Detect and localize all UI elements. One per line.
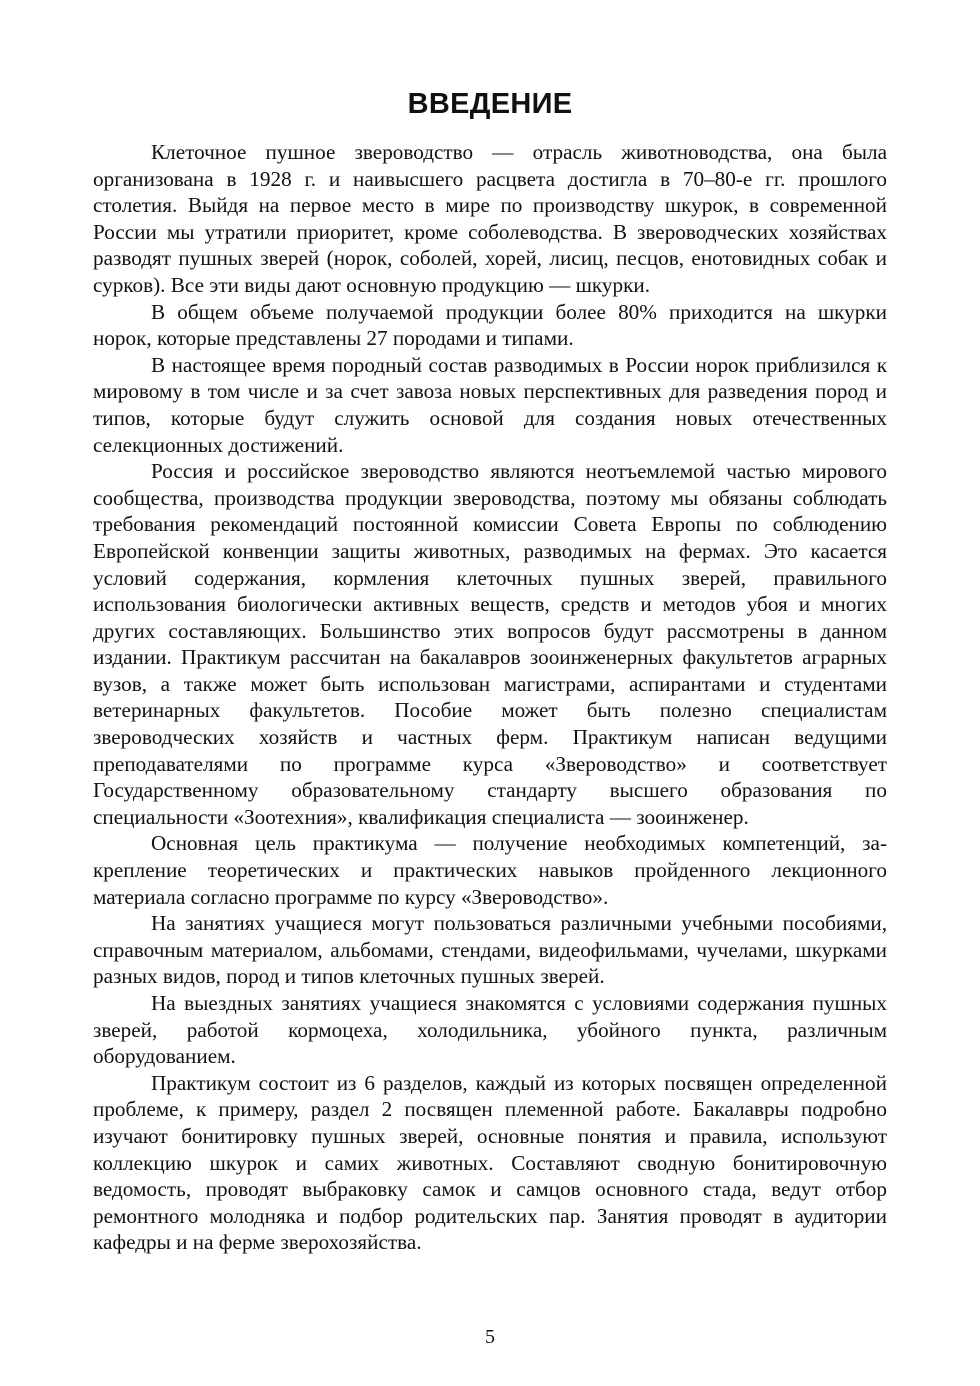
paragraph-6: На занятиях учащиеся могут пользоваться различными учебными пособиями, справочным материалом, альбомами, стендами, видеофильмами, чучелами, шкурками разных видов, пород и типов клеточных пушных зверей. xyxy=(93,911,887,989)
paragraph-3: В настоящее время породный состав разводимых в России норок приблизился к мировому в том числе и за счет завоза новых перспективных для разведения пород и типов, которые будут служить основой для создания новых отечественных селекционных достижений. xyxy=(93,352,887,457)
paragraph-7: На выездных занятиях учащиеся знакомятся с условиями содержания пушных зверей, работой кормоцеха, холодильника, убойного пункта, различным оборудованием. xyxy=(93,991,887,1069)
paragraph-8: Практикум состоит из 6 разделов, каждый из которых посвящен определенной проблеме, к примеру, раздел 2 посвящен племенной работе. Бакалавры подробно изучают бонитировку пушных зверей, основные понятия и правила, используют коллекцию шкурок и самих животных. Составляют сводную бонитировочную ведомость, проводят выбраковку самок и самцов основного стада, ведут отбор ремонтного молодняка и подбор родительских пар. Занятия проводят в аудитории кафедры и на ферме зверохозяйства. xyxy=(93,1070,887,1255)
paragraph-4: Россия и российское звероводство являются неотъемлемой частью мирового сообщества, производства продукции звероводства, поэтому мы обязаны соблюдать требования рекомендаций постоянной комиссии Совета Европы по соблюдению Европейской конвенции защиты животных, разводимых на фермах. Это касается условий содержания, кормления клеточных пушных зверей, правильного использования биологически активных веществ, средств и методов убоя и многих других составляющих. Большинство этих вопросов будут рассмотрены в данном издании. Практикум рассчитан на бакалавров зооинженерных факультетов аграрных вузов, а также может быть использован магистрами, аспирантами и студентами ветеринарных факультетов. Пособие может быть полезно специалистам звероводческих хозяйств и частных ферм. Практикум написан ведущими преподавателями по программе курса «Звероводство» и соответствует Государственному образовательному стандарту высшего образования по специальности «Зоотехния», квалификация специалиста — зооинженер. xyxy=(93,459,887,829)
paragraph-1: Клеточное пушное звероводство — отрасль животноводства, она была организована в 1928 г. и наивысшего расцвета достигла в 70–80-е гг. прошлого столетия. Выйдя на первое место в мире по производству шкурок, в современной России мы утратили приоритет, кроме соболеводства. В звероводческих хозяйствах разводят пушных зверей (норок, соболей, хорей, лисиц, песцов, енотовидных собак и сурков). Все эти виды дают основную продукцию — шкурки. xyxy=(93,140,887,297)
paragraph-2: В общем объеме получаемой продукции более 80% приходится на шкурки норок, которые представлены 27 породами и типами. xyxy=(93,299,887,351)
page-body xyxy=(93,88,887,1256)
paragraph-5: Основная цель практикума — получение необходимых компетенций, закрепление теоретических и практических навыков пройденного лекционного материала согласно программе по курсу «Звероводство». xyxy=(93,831,887,909)
page-title: ВВЕДЕНИЕ xyxy=(407,88,573,120)
page-number: 5 xyxy=(485,1326,495,1348)
